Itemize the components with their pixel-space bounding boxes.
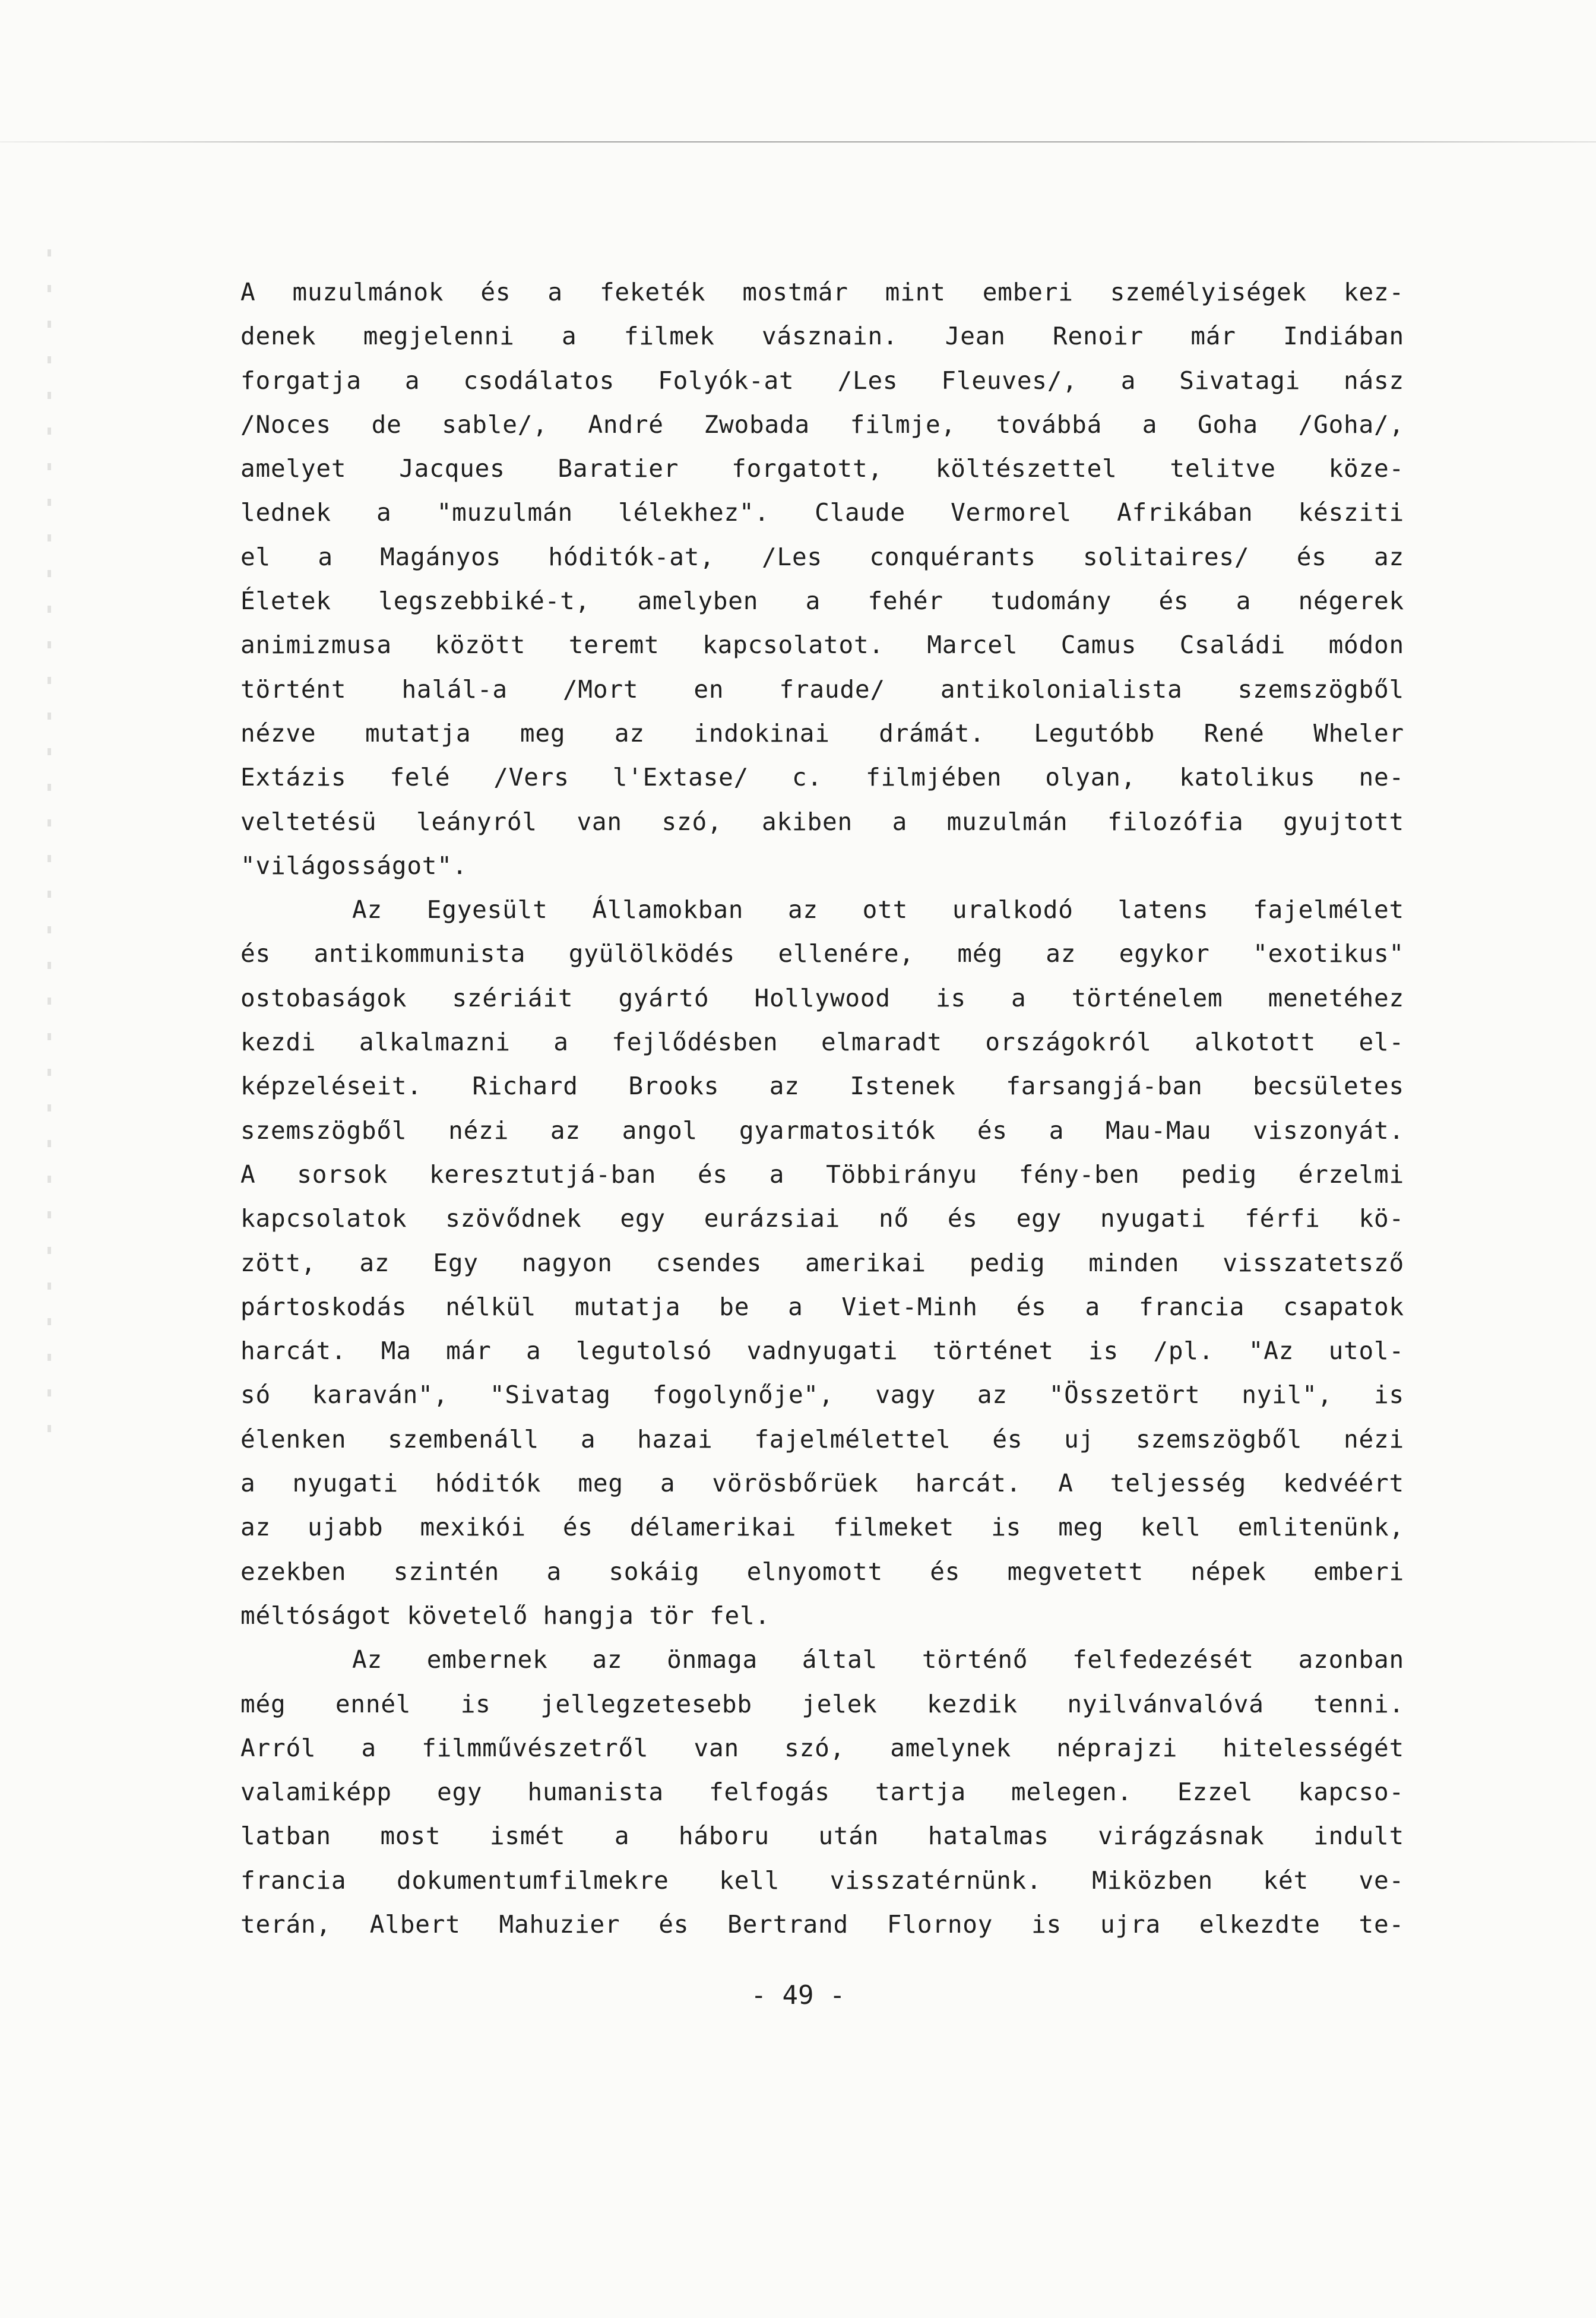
text-line: ostobaságok szériáit gyártó Hollywood is a történelem menetéhez <box>240 983 1404 1012</box>
text-line: szemszögből nézi az angol gyarmatositók és a Mau-Mau viszonyát. <box>240 1116 1404 1145</box>
binding-marks <box>48 249 51 1437</box>
text-line: latban most ismét a háboru után hatalmas virágzásnak indult <box>240 1822 1404 1851</box>
text-line: lednek a "muzulmán lélekhez". Claude Vermorel Afrikában késziti <box>240 498 1404 527</box>
text-line: méltóságot követelő hangja tör fel. <box>240 1601 770 1630</box>
text-line: és antikommunista gyülölködés ellenére, még az egykor "exotikus" <box>240 939 1404 968</box>
text-line: élenken szembenáll a hazai fajelmélettel és uj szemszögből nézi <box>240 1424 1404 1454</box>
text-line: forgatja a csodálatos Folyók-at /Les Fleuves/, a Sivatagi nász <box>240 366 1404 395</box>
text-line: pártoskodás nélkül mutatja be a Viet-Minh és a francia csapatok <box>240 1292 1404 1321</box>
text-line: veltetésü leányról van szó, akiben a muzulmán filozófia gyujtott <box>240 807 1404 836</box>
text-line: só karaván", "Sivatag fogolynője", vagy az "Összetört nyil", is <box>240 1380 1404 1410</box>
body-text <box>240 270 1404 1946</box>
text-line: még ennél is jellegzetesebb jelek kezdik nyilvánvalóvá tenni. <box>240 1689 1404 1718</box>
text-line: /Noces de sable/, André Zwobada filmje, továbbá a Goha /Goha/, <box>240 410 1404 439</box>
text-line: Életek legszebbiké-t, amelyben a fehér tudomány és a négerek <box>240 587 1404 616</box>
text-line: amelyet Jacques Baratier forgatott, költészettel telitve köze- <box>240 454 1404 483</box>
text-line: francia dokumentumfilmekre kell visszatérnünk. Miközben két ve- <box>240 1866 1404 1895</box>
text-line: képzeléseit. Richard Brooks az Istenek farsangjá-ban becsületes <box>240 1072 1404 1101</box>
text-line: A sorsok keresztutjá-ban és a Többirányu fény-ben pedig érzelmi <box>240 1160 1404 1189</box>
text-line: animizmusa között teremt kapcsolatot. Marcel Camus Családi módon <box>240 631 1404 660</box>
text-line: zött, az Egy nagyon csendes amerikai pedig minden visszatetsző <box>240 1248 1404 1277</box>
text-line: kapcsolatok szövődnek egy eurázsiai nő és egy nyugati férfi kö- <box>240 1204 1404 1233</box>
text-line: nézve mutatja meg az indokinai drámát. Legutóbb René Wheler <box>240 718 1404 748</box>
text-line: A muzulmánok és a feketék mostmár mint emberi személyiségek kez- <box>240 278 1404 306</box>
text-line: a nyugati hóditók meg a vörösbőrüek harcát. A teljesség kedvéért <box>240 1469 1404 1498</box>
text-line: "világosságot". <box>240 851 468 880</box>
top-rule <box>0 141 1596 142</box>
text-line: történt halál-a /Mort en fraude/ antikolonialista szemszögből <box>240 674 1404 704</box>
text-line: terán, Albert Mahuzier és Bertrand Flornoy is ujra elkezdte te- <box>240 1910 1404 1939</box>
text-line: ezekben szintén a sokáig elnyomott és megvetett népek emberi <box>240 1557 1404 1586</box>
text-line: Arról a filmművészetről van szó, amelynek néprajzi hitelességét <box>240 1733 1404 1762</box>
text-line: kezdi alkalmazni a fejlődésben elmaradt országokról alkotott el- <box>240 1028 1404 1057</box>
text-line: valamiképp egy humanista felfogás tartja melegen. Ezzel kapcso- <box>240 1778 1404 1807</box>
text-line: Az Egyesült Államokban az ott uralkodó latens fajelmélet <box>352 895 1404 924</box>
text-line: az ujabb mexikói és délamerikai filmeket is meg kell emlitenünk, <box>240 1513 1404 1542</box>
text-line: harcát. Ma már a legutolsó vadnyugati történet is /pl. "Az utol- <box>240 1337 1404 1366</box>
text-line: el a Magányos hóditók-at, /Les conquérants solitaires/ és az <box>240 542 1404 571</box>
page-number: - 49 - <box>750 1980 846 2010</box>
text-line: Az embernek az önmaga által történő felfedezését azonban <box>352 1645 1404 1674</box>
text-line: Extázis felé /Vers l'Extase/ c. filmjében olyan, katolikus ne- <box>240 763 1404 792</box>
text-line: denek megjelenni a filmek vásznain. Jean Renoir már Indiában <box>240 322 1404 351</box>
